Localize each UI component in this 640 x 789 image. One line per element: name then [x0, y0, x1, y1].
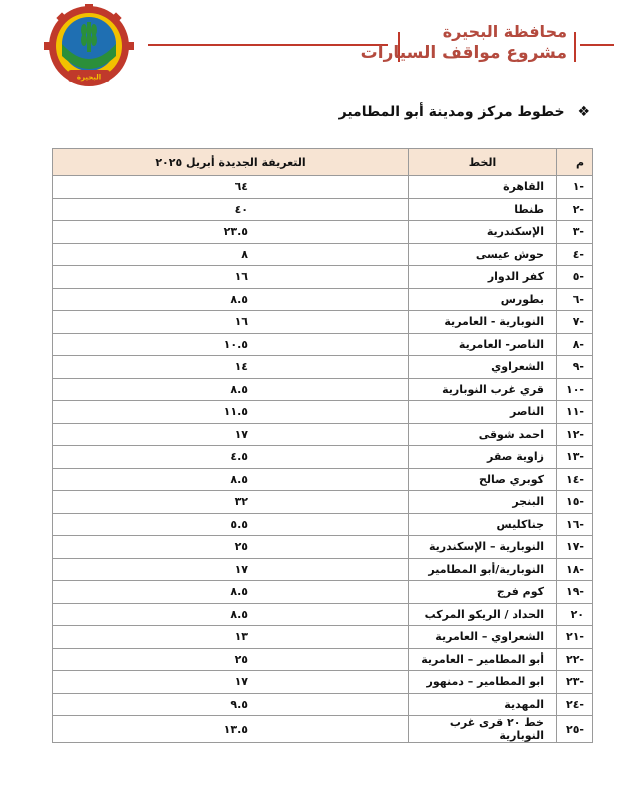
section-title	[339, 104, 590, 120]
route-name: كوم فرج	[409, 581, 557, 604]
fare-value: ١٠.٥	[53, 333, 409, 356]
route-name: النوبارية - العامرية	[409, 311, 557, 334]
table-row	[53, 558, 593, 581]
row-number: -٧	[557, 311, 593, 334]
row-number: -١٩	[557, 581, 593, 604]
header-divider	[574, 32, 576, 62]
section-title-text: خطوط مركز ومدينة أبو المطامير	[338, 104, 565, 120]
row-number: -١٥	[557, 491, 593, 514]
row-number: -٤	[557, 243, 593, 266]
table-row	[53, 648, 593, 671]
row-number: -١٣	[557, 446, 593, 469]
table-row	[53, 401, 593, 424]
fare-value: ٢٣.٥	[53, 221, 409, 244]
route-name: الناصر	[409, 401, 557, 424]
table-row	[53, 671, 593, 694]
header-rule-left	[148, 44, 388, 46]
fare-value: ٢٥	[53, 536, 409, 559]
row-number: -٩	[557, 356, 593, 379]
fare-value: ١٧	[53, 423, 409, 446]
fare-value: ١٦	[53, 266, 409, 289]
route-name: الناصر- العامرية	[409, 333, 557, 356]
route-name: القاهرة	[409, 176, 557, 199]
route-name: الإسكندرية	[409, 221, 557, 244]
table-row	[53, 243, 593, 266]
table-row	[53, 626, 593, 649]
route-name: حوش عيسى	[409, 243, 557, 266]
table-row	[53, 693, 593, 716]
route-name: خط ٢٠ قرى غرب النوبارية	[409, 716, 557, 743]
column-header-fare: التعريفة الجديدة أبريل ٢٠٢٥	[53, 149, 409, 176]
fare-value: ٨.٥	[53, 378, 409, 401]
fare-value: ١١.٥	[53, 401, 409, 424]
table-row	[53, 356, 593, 379]
fare-value: ٨.٥	[53, 468, 409, 491]
fare-value: ٣٢	[53, 491, 409, 514]
table-row	[53, 468, 593, 491]
row-number: -٢٥	[557, 716, 593, 743]
fare-value: ١٦	[53, 311, 409, 334]
fare-value: ٥.٥	[53, 513, 409, 536]
route-name: كفر الدوار	[409, 266, 557, 289]
table-row	[53, 716, 593, 743]
header-rule-right	[580, 44, 614, 46]
logo-text: البحيرة	[76, 73, 102, 82]
fare-value: ٤.٥	[53, 446, 409, 469]
row-number: -١١	[557, 401, 593, 424]
table-row	[53, 513, 593, 536]
column-header-number: م	[557, 149, 593, 176]
row-number: -١٤	[557, 468, 593, 491]
fare-value: ١٧	[53, 671, 409, 694]
route-name: البنجر	[409, 491, 557, 514]
row-number: -١	[557, 176, 593, 199]
route-name: قري غرب النوبارية	[409, 378, 557, 401]
governorate-logo	[44, 4, 134, 90]
route-name: كوبري صالح	[409, 468, 557, 491]
table-row	[53, 603, 593, 626]
header-title: محافظة البحيرة	[442, 22, 567, 41]
route-name: زاوية صقر	[409, 446, 557, 469]
table-row	[53, 176, 593, 199]
row-number: -٢١	[557, 626, 593, 649]
row-number: -٥	[557, 266, 593, 289]
route-name: الشعراوي – العامرية	[409, 626, 557, 649]
row-number: -٢٢	[557, 648, 593, 671]
table-row	[53, 536, 593, 559]
fare-value: ٤٠	[53, 198, 409, 221]
table-row	[53, 266, 593, 289]
row-number: -١٢	[557, 423, 593, 446]
route-name: طنطا	[409, 198, 557, 221]
row-number: -٢	[557, 198, 593, 221]
fare-value: ٢٥	[53, 648, 409, 671]
row-number: -١٠	[557, 378, 593, 401]
diamond-bullet-icon: ❖	[577, 104, 590, 120]
route-name: ابو المطامير – دمنهور	[409, 671, 557, 694]
route-name: النوبارية/أبو المطامير	[409, 558, 557, 581]
table-row	[53, 198, 593, 221]
fare-value: ٨	[53, 243, 409, 266]
row-number: -٢٣	[557, 671, 593, 694]
fare-value: ١٤	[53, 356, 409, 379]
row-number: -٢٤	[557, 693, 593, 716]
fare-value: ١٣	[53, 626, 409, 649]
table-row	[53, 378, 593, 401]
row-number: -١٦	[557, 513, 593, 536]
row-number: ٢٠	[557, 603, 593, 626]
table-row	[53, 423, 593, 446]
fare-value: ٩.٥	[53, 693, 409, 716]
column-header-line: الخط	[409, 149, 557, 176]
fare-value: ٦٤	[53, 176, 409, 199]
table-row	[53, 446, 593, 469]
fare-value: ٨.٥	[53, 581, 409, 604]
table-row	[53, 288, 593, 311]
row-number: -١٧	[557, 536, 593, 559]
route-name: جناكليس	[409, 513, 557, 536]
fare-value: ١٣.٥	[53, 716, 409, 743]
row-number: -٨	[557, 333, 593, 356]
route-name: بطورس	[409, 288, 557, 311]
table-row	[53, 221, 593, 244]
route-name: الحداد / الريكو المركب	[409, 603, 557, 626]
route-name: الشعراوي	[409, 356, 557, 379]
route-name: النوبارية – الإسكندرية	[409, 536, 557, 559]
fares-table	[52, 148, 593, 743]
fare-value: ٨.٥	[53, 603, 409, 626]
table-header-row	[53, 149, 593, 176]
route-name: أبو المطامير – العامرية	[409, 648, 557, 671]
table-row	[53, 581, 593, 604]
table-row	[53, 311, 593, 334]
route-name: المهدية	[409, 693, 557, 716]
page-header	[0, 0, 640, 96]
row-number: -١٨	[557, 558, 593, 581]
header-subtitle: مشروع مواقف السيارات	[360, 43, 567, 63]
row-number: -٦	[557, 288, 593, 311]
row-number: -٣	[557, 221, 593, 244]
fare-value: ١٧	[53, 558, 409, 581]
table-row	[53, 333, 593, 356]
route-name: احمد شوقى	[409, 423, 557, 446]
table-row	[53, 491, 593, 514]
fare-value: ٨.٥	[53, 288, 409, 311]
